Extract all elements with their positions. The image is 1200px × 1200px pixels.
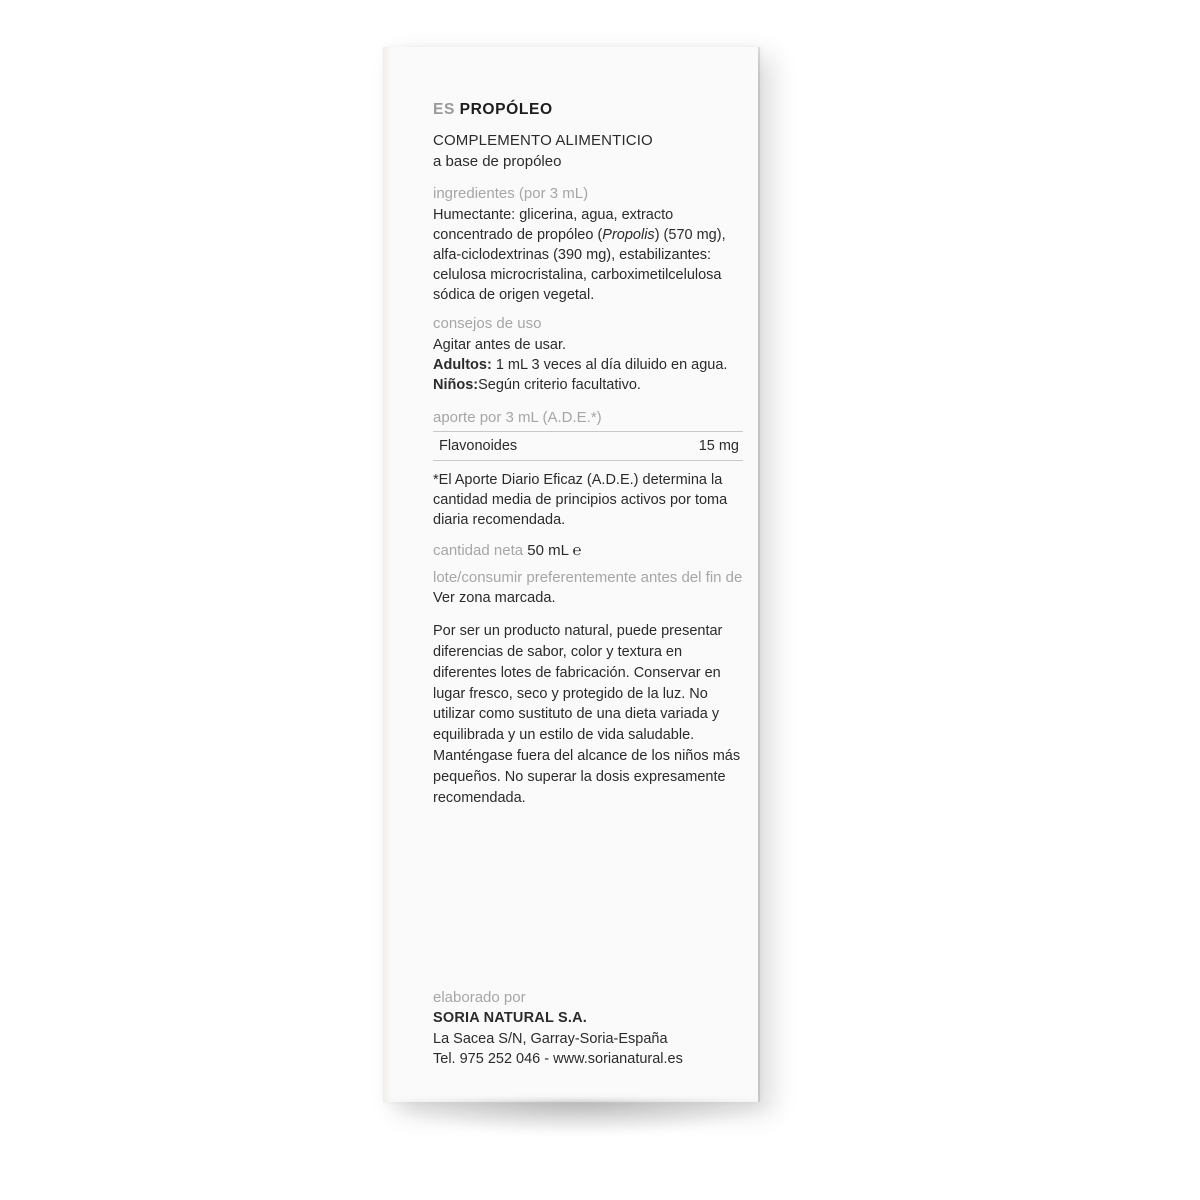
manufacturer-address: La Sacea S/N, Garray-Soria-España	[433, 1030, 668, 1047]
net-quantity-label: cantidad neta	[433, 542, 524, 560]
ingredients-text	[433, 205, 743, 305]
ingredients-text-part-2: ) (570 mg), alfa-ciclodextrinas (390 mg), estabilizantes: celulosa microcristalina, carboximetilcelulosa sódica de origen vegetal.	[433, 227, 726, 304]
language-title-line	[433, 99, 743, 121]
usage-adults-line	[433, 355, 743, 375]
usage-shake-line: Agitar antes de usar.	[433, 337, 566, 354]
usage-adults-text: 1 mL 3 veces al día diluido en agua.	[491, 357, 728, 374]
manufacturer-contact: Tel. 975 252 046 - www.sorianatural.es	[433, 1051, 683, 1068]
manufacturer-company: SORIA NATURAL S.A.	[433, 1010, 587, 1027]
usage-children-line	[433, 375, 743, 395]
ingredients-latin-name: Propolis	[602, 227, 655, 244]
net-quantity-line	[433, 540, 743, 561]
usage-children-label: Niños:	[433, 377, 479, 394]
label-content	[433, 99, 743, 809]
manufacturer-label: elaborado por	[433, 989, 526, 1006]
ingredients-heading: ingredientes (por 3 mL)	[433, 184, 589, 202]
usage-heading: consejos de uso	[433, 315, 542, 333]
batch-label: lote/consumir preferentemente antes del fin de	[433, 568, 743, 586]
package-panel	[383, 47, 758, 1102]
net-quantity-value: 50 mL	[527, 542, 569, 560]
usage-adults-label: Adultos:	[433, 357, 492, 374]
product-base: a base de propóleo	[433, 153, 562, 171]
manufacturer-block	[433, 987, 753, 1070]
nutrition-table-heading: aporte por 3 mL (A.D.E.*)	[433, 407, 743, 431]
table-row	[433, 432, 743, 462]
nutrient-amount: 15 mg	[698, 437, 739, 454]
product-name: PROPÓLEO	[459, 101, 553, 118]
ingredients-text-part-1: Humectante: glicerina, agua, extracto concentrado de propóleo (	[433, 207, 674, 244]
nutrient-name: Flavonoides	[439, 437, 518, 454]
product-category: COMPLEMENTO ALIMENTICIO	[433, 132, 653, 150]
usage-children-text: Según criterio facultativo.	[478, 377, 641, 394]
estimated-sign-icon: ℮	[572, 542, 582, 560]
batch-value: Ver zona marcada.	[433, 590, 556, 607]
package-floor-shadow	[378, 1100, 778, 1134]
ade-footnote: *El Aporte Diario Eficaz (A.D.E.) determina la cantidad media de principios activos por toma diaria recomendada.	[433, 472, 728, 529]
warnings-text: Por ser un producto natural, puede presentar diferencias de sabor, color y textura en diferentes lotes de fabricación. Conservar en lugar fresco, seco y protegido de la luz. No utilizar como sustituto de una dieta variada y equilibrada y un estilo de vida saludable. Manténgase fuera del alcance de los niños más pequeños. No superar la dosis expresamente recomendada.	[433, 622, 741, 806]
language-code: ES	[433, 101, 456, 118]
